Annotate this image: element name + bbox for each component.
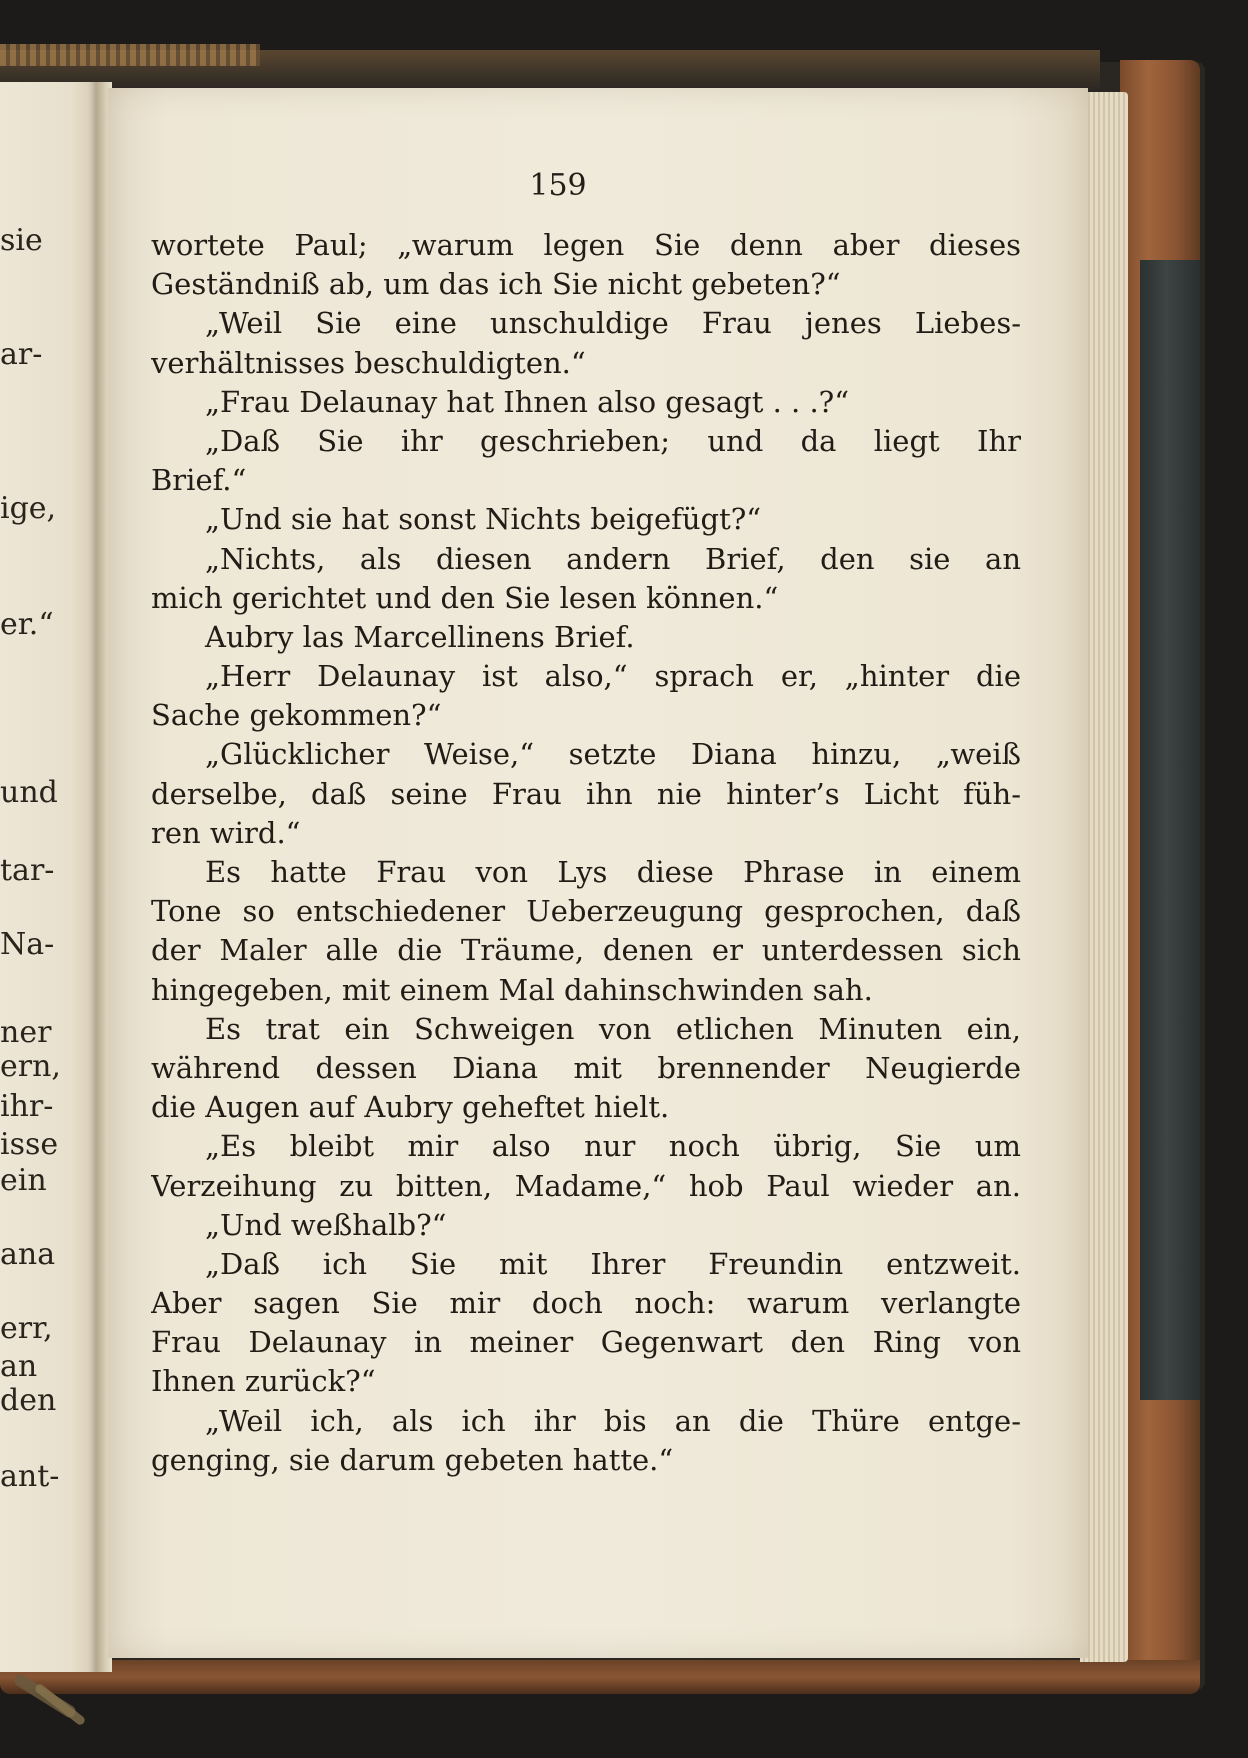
text-line: „Weil Sie eine unschuldige Frau jenes Liebes- — [205, 306, 1021, 341]
text-line: Es hatte Frau von Lys diese Phrase in einem — [205, 855, 1021, 889]
spine-fray — [0, 44, 260, 66]
page-number: 159 — [529, 168, 587, 203]
text-line: wortete Paul; „warum legen Sie denn aber dieses — [151, 228, 1021, 262]
left-fragment: an — [0, 1349, 38, 1384]
left-fragment: ana — [0, 1237, 56, 1272]
left-fragment: tar- — [0, 853, 55, 888]
text-line: „Es bleibt mir also nur noch übrig, Sie um — [205, 1129, 1021, 1164]
left-fragment: den — [0, 1383, 57, 1418]
page-text — [151, 226, 1021, 1480]
left-fragment: ar- — [0, 337, 43, 372]
text-line: der Maler alle die Träume, denen er unterdessen sich — [151, 933, 1021, 968]
text-line: Frau Delaunay in meiner Gegenwart den Ring von — [151, 1325, 1021, 1360]
text-line: „Nichts, als diesen andern Brief, den sie an — [205, 541, 1021, 576]
text-line: „Glücklicher Weise,“ setzte Diana hinzu, „weiß — [205, 737, 1021, 772]
text-line: Ihnen zurück?“ — [151, 1364, 376, 1399]
text-line: „Und sie hat sonst Nichts beigefügt?“ — [205, 502, 762, 537]
left-fragment: sie — [0, 223, 43, 258]
text-line: während dessen Diana mit brennender Neugierde — [151, 1050, 1021, 1085]
text-line: Brief.“ — [151, 463, 247, 498]
text-line: verhältnisses beschuldigten.“ — [151, 345, 586, 380]
text-line: „Herr Delaunay ist also,“ sprach er, „hinter die — [205, 659, 1021, 694]
left-page — [0, 82, 100, 1672]
left-fragment: er.“ — [0, 607, 54, 642]
text-line: „Und weßhalb?“ — [205, 1207, 447, 1242]
left-fragment: err, — [0, 1311, 53, 1346]
cover-bottom-edge — [0, 1660, 1200, 1694]
text-line: Aubry las Marcellinens Brief. — [205, 619, 635, 654]
left-fragment: isse — [0, 1127, 59, 1162]
text-line: mich gerichtet und den Sie lesen können.“ — [151, 580, 779, 615]
text-line: hingegeben, mit einem Mal dahinschwinden sah. — [151, 972, 873, 1007]
left-fragment: ige, — [0, 491, 57, 526]
text-line: die Augen auf Aubry geheftet hielt. — [151, 1090, 670, 1125]
cover-right-board — [1140, 260, 1200, 1400]
text-line: „Frau Delaunay hat Ihnen also gesagt . . .?“ — [205, 384, 850, 419]
text-line: Verzeihung zu bitten, Madame,“ hob Paul wieder an. — [151, 1168, 1021, 1203]
text-line: genging, sie darum gebeten hatte.“ — [151, 1442, 674, 1477]
left-fragment: ern, — [0, 1049, 61, 1084]
left-fragment: Na- — [0, 927, 55, 962]
text-line: „Daß Sie ihr geschrieben; und da liegt Ihr — [205, 423, 1021, 458]
left-fragment: ant- — [0, 1459, 60, 1494]
left-fragment: ner — [0, 1015, 52, 1050]
text-line: Aber sagen Sie mir doch noch: warum verlangte — [151, 1286, 1021, 1321]
left-fragment: und — [0, 775, 58, 810]
left-fragment: ein — [0, 1163, 47, 1198]
text-line: Geständniß ab, um das ich Sie nicht gebeten?“ — [151, 267, 841, 302]
text-line: derselbe, daß seine Frau ihn nie hinter’s Licht füh- — [151, 776, 1021, 811]
text-line: „Daß ich Sie mit Ihrer Freundin entzweit. — [205, 1246, 1021, 1281]
main-page — [108, 88, 1088, 1658]
text-line: ren wird.“ — [151, 815, 301, 850]
left-fragment: ihr- — [0, 1089, 54, 1124]
text-line: Es trat ein Schweigen von etlichen Minuten ein, — [205, 1011, 1021, 1046]
text-line: Tone so entschiedener Ueberzeugung gesprochen, daß — [151, 894, 1021, 929]
text-line: „Weil ich, als ich ihr bis an die Thüre entge- — [205, 1403, 1021, 1438]
text-line: Sache gekommen?“ — [151, 698, 442, 733]
